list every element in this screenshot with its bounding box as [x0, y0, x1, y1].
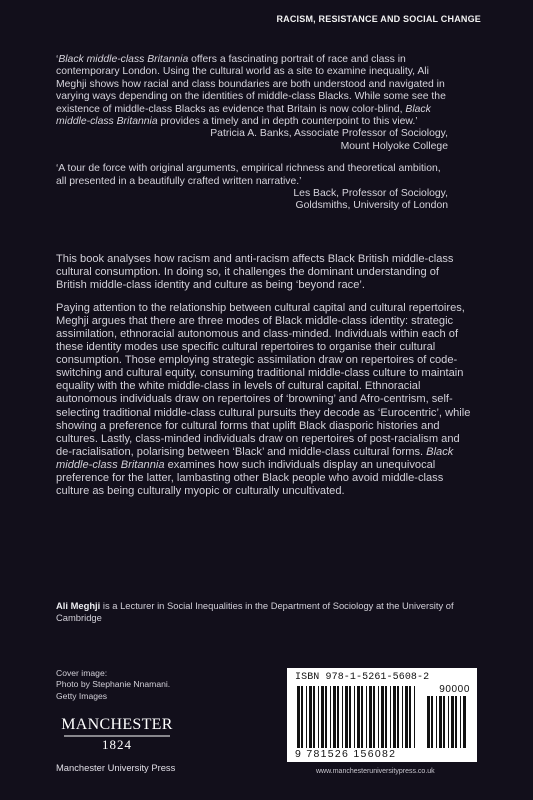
- barcode-bar: [405, 686, 408, 748]
- barcode-bar: [463, 696, 466, 748]
- book-description: [56, 253, 471, 508]
- barcode-bar: [318, 686, 319, 748]
- publisher-url: www.manchesteruniversitypress.co.uk: [316, 768, 435, 775]
- barcode-bar: [427, 696, 430, 748]
- endorsement-quote-1: ‘Black middle-class Britannia offers a fascinating portrait of race and class in contemporary London. Using the cultural world as a site to examine inequality, Ali Meghji shows how racial and class boundaries are both understood and navigated in varying ways depending on the identities of middle-class Blacks. While some see the existence of middle-class Blacks as evidence that Britain is now color-blind, Black middle-class Britannia provides a timely and in depth counterpoint to this view.’: [56, 54, 446, 128]
- barcode-bar: [381, 686, 384, 748]
- cover-credit: Cover image: Photo by Stephanie Nnamani. Getty Images: [56, 668, 171, 701]
- barcode-bar: [325, 686, 327, 748]
- barcode-bar: [342, 686, 343, 748]
- barcode-bar: [439, 696, 442, 748]
- book-title-italic: Black middle-class Britannia: [58, 54, 189, 65]
- author-name: Ali Meghji: [56, 600, 101, 611]
- barcode-bar: [436, 696, 437, 748]
- barcode-bar: [409, 686, 411, 748]
- barcode-bar: [397, 686, 399, 748]
- barcode-bar: [321, 686, 324, 748]
- barcode-bar: [414, 686, 415, 748]
- barcode-bar: [306, 686, 307, 748]
- barcode-bar: [455, 696, 457, 748]
- book-title-italic: Black middle-class Britannia: [56, 103, 431, 128]
- barcode-bar: [378, 686, 379, 748]
- book-title-italic: Black middle-class Britannia: [56, 445, 454, 471]
- endorsements: [56, 54, 448, 213]
- author-bio: Ali Meghji is a Lecturer in Social Inequalities in the Department of Sociology at the University of Cambridge: [56, 600, 454, 623]
- description-paragraph-1: This book analyses how racism and anti-racism affects Black British middle-class cultural consumption. In doing so, it challenges the dominant understanding of British middle-class identity and culture as being ‘beyond race’.: [56, 253, 454, 292]
- barcode-bars-addon: [427, 696, 467, 748]
- publisher-logo: MANCHESTER 1824: [56, 716, 178, 751]
- barcode-bar: [448, 696, 449, 748]
- endorsement-quote-2: ‘A tour de force with original arguments, empirical richness and theoretical ambition, all presented in a beautifully crafted written narrative.’: [56, 163, 441, 187]
- barcode-bar: [337, 686, 339, 748]
- barcode-bar: [402, 686, 403, 748]
- barcode-bar: [431, 696, 433, 748]
- barcode-bar: [390, 686, 391, 748]
- barcode-bars-main: [297, 686, 415, 748]
- barcode-bar: [361, 686, 363, 748]
- price-code: 90000: [439, 684, 470, 695]
- barcode-bar: [366, 686, 367, 748]
- barcode-number: 9 781526 156082: [295, 748, 397, 760]
- endorsement-attribution-1: Patricia A. Banks, Associate Professor of Sociology, Mount Holyoke College: [210, 128, 448, 152]
- isbn-text: ISBN 978-1-5261-5608-2: [295, 672, 430, 683]
- barcode-bar: [451, 696, 454, 748]
- barcode-bar: [460, 696, 461, 748]
- barcode-bar: [369, 686, 372, 748]
- barcode-bar: [349, 686, 351, 748]
- series-title: RACISM, RESISTANCE AND SOCIAL CHANGE: [276, 14, 481, 24]
- barcode-bar: [345, 686, 348, 748]
- publisher-name: Manchester University Press: [56, 762, 176, 773]
- barcode-bar: [357, 686, 360, 748]
- barcode-bar: [373, 686, 375, 748]
- barcode-bar: [313, 686, 315, 748]
- barcode-bar: [393, 686, 396, 748]
- barcode-bar: [443, 696, 445, 748]
- barcode-bar: [309, 686, 312, 748]
- isbn-barcode: [287, 668, 477, 762]
- barcode-bar: [330, 686, 331, 748]
- description-paragraph-2: Paying attention to the relationship between cultural capital and cultural repertoires, Meghji argues that there are three modes of Black middle-class identity: strategic assimilation, ethnoracial autonomous and class-minded. Individuals within each of these identity modes use specific cultural repertoires to organise their cultural consumption. Those employing strategic assimilation draw on repertoires of code-switching and cultural equity, consuming traditional middle-class culture to maintain equality with the white middle-class in levels of cultural capital. Ethnoracial autonomous individuals draw on repertoires of ‘browning’ and Afro-centrism, self-selecting traditional middle-class cultural pursuits they decode as ‘Eurocentric’, while showing a preference for cultural forms that uplift Black diasporic histories and cultures. Lastly, class-minded individuals draw on repertoires of post-racialism and de-racialisation, polarising between ‘Black’ and middle-class cultural forms. Black middle-class Britannia examines how such individuals display an unequivocal preference for the latter, lambasting other Black people who avoid middle-class culture as being culturally myopic or culturally uncultivated.: [56, 302, 471, 497]
- barcode-bar: [385, 686, 387, 748]
- barcode-bar: [354, 686, 355, 748]
- barcode-bar: [333, 686, 336, 748]
- barcode-bar: [297, 686, 300, 748]
- endorsement-attribution-2: Les Back, Professor of Sociology, Goldsmiths, University of London: [293, 188, 448, 212]
- barcode-bar: [301, 686, 303, 748]
